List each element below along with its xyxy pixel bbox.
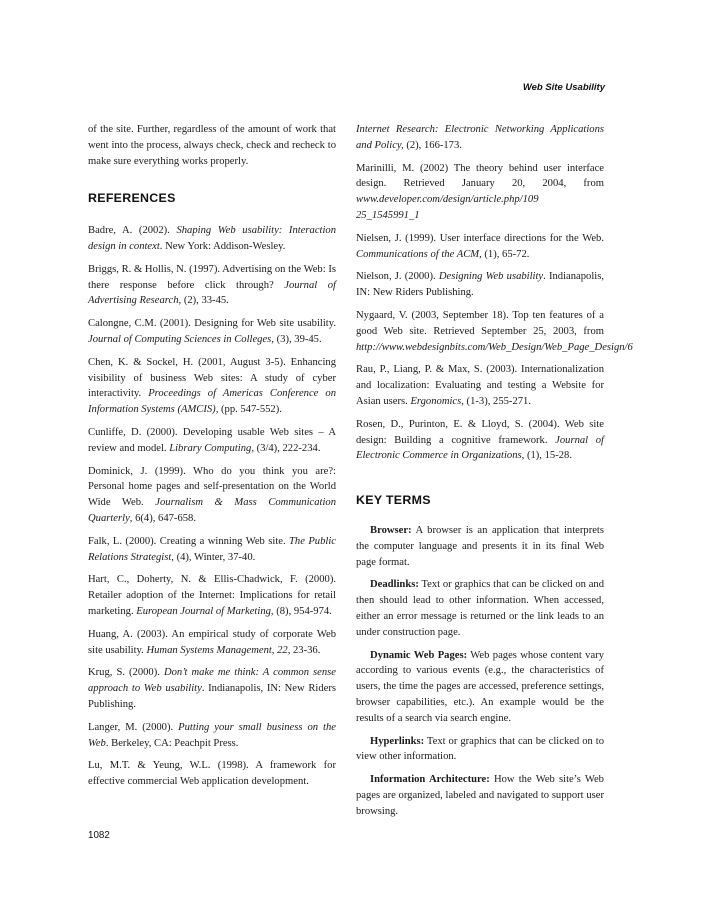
running-head: Web Site Usability (522, 82, 605, 93)
reference-item: Calongne, C.M. (2001). Designing for Web site usability. Journal of Computing Sciences in Colleges, (3), 39-45. (88, 318, 336, 345)
reference-item: Chen, K. & Sockel, H. (2001, August 3-5). Enhancing visibility of business Web sites: A study of cyber interactivity. Proceedings of Americas Conference on Information Systems (AMCIS), (pp. 547-552). (88, 356, 336, 416)
reference-item: Dominick, J. (1999). Who do you think you are?: Personal home pages and self-presentation on the World Wide Web. Journalism & Mass Communication Quarterly, 6(4), 647-658. (88, 465, 337, 524)
reference-item: Krug, S. (2000). Don’t make me think: A common sense approach to Web usability. Indianapolis, IN: New Riders Publishing. (88, 667, 336, 710)
page-number: 1082 (88, 830, 110, 841)
key-term-item: Hyperlinks: Text or graphics that can be clicked on to view other information. (356, 735, 604, 763)
reference-item: Nygaard, V. (2003, September 18). Top ten features of a good Web site. Retrieved September 25, 2003, from http://www.webdesignbits.com/Web_Design/Web_Page_Design/6 (356, 309, 633, 353)
key-terms-heading: KEY TERMS (356, 493, 431, 508)
reference-item: Marinilli, M. (2002) The theory behind user interface design. Retrieved January 20, 2004, from www.developer.com/design/article.php/109 25_1545991_1 (356, 162, 604, 221)
reference-item: Langer, M. (2000). Putting your small business on the Web. Berkeley, CA: Peachpit Press. (88, 721, 336, 749)
key-term-item: Dynamic Web Pages: Web pages whose content vary according to various events (e.g., the characteristics of users, the time the pages are accessed, preference settings, browser capabilities, etc.). An example would be the results of a search via search engine. (356, 649, 604, 724)
reference-item: Rau, P., Liang, P. & Max, S. (2003). Internationalization and localization: Evaluating and testing a Website for Asian users. Ergonomics, (1-3), 255-271. (356, 364, 604, 407)
reference-item: Cunliffe, D. (2000). Developing usable Web sites – A review and model. Library Computing, (3/4), 222-234. (88, 426, 336, 454)
reference-item: Internet Research: Electronic Networking Applications and Policy, (2), 166-173. (356, 124, 604, 151)
key-term-item: Information Architecture: How the Web site’s Web pages are organized, labeled and navigated to support user browsing. (356, 774, 604, 817)
reference-item: Nielson, J. (2000). Designing Web usability. Indianapolis, IN: New Riders Publishing. (356, 271, 604, 299)
references-heading: REFERENCES (88, 191, 176, 206)
right-column (356, 122, 633, 826)
reference-item: Nielsen, J. (1999). User interface directions for the Web. Communications of the ACM, (1), 65-72. (356, 232, 604, 260)
reference-item: Rosen, D., Purinton, E. & Lloyd, S. (2004). Web site design: Building a cognitive framework. Journal of Electronic Commerce in Organizations, (1), 15-28. (356, 418, 604, 462)
intro-paragraph: of the site. Further, regardless of the amount of work that went into the process, always check, check and recheck to make sure everything works properly. (88, 124, 336, 167)
reference-item: Falk, L. (2000). Creating a winning Web site. The Public Relations Strategist, (4), Winter, 37-40. (88, 535, 336, 563)
key-term-item: Deadlinks: Text or graphics that can be clicked on and then should lead to other information. When accessed, either an error message is returned or the link leads to an under construction page. (356, 579, 604, 638)
reference-item: Hart, C., Doherty, N. & Ellis-Chadwick, F. (2000). Retailer adoption of the Internet: Implications for retail marketing. European Journal of Marketing, (8), 954-974. (88, 574, 336, 617)
reference-item: Briggs, R. & Hollis, N. (1997). Advertising on the Web: Is there response before click through? Journal of Advertising Research, (2), 33-45. (88, 263, 336, 307)
reference-item: Badre, A. (2002). Shaping Web usability: Interaction design in context. New York: Addison-Wesley. (88, 225, 337, 252)
key-term-item: Browser: A browser is an application that interprets the computer language and presents it in its final Web page format. (356, 524, 604, 568)
reference-item: Lu, M.T. & Yeung, W.L. (1998). A framework for effective commercial Web application development. (88, 760, 336, 788)
left-column (88, 122, 336, 797)
reference-item: Huang, A. (2003). An empirical study of corporate Web site usability. Human Systems Management, 22, 23-36. (88, 628, 336, 656)
